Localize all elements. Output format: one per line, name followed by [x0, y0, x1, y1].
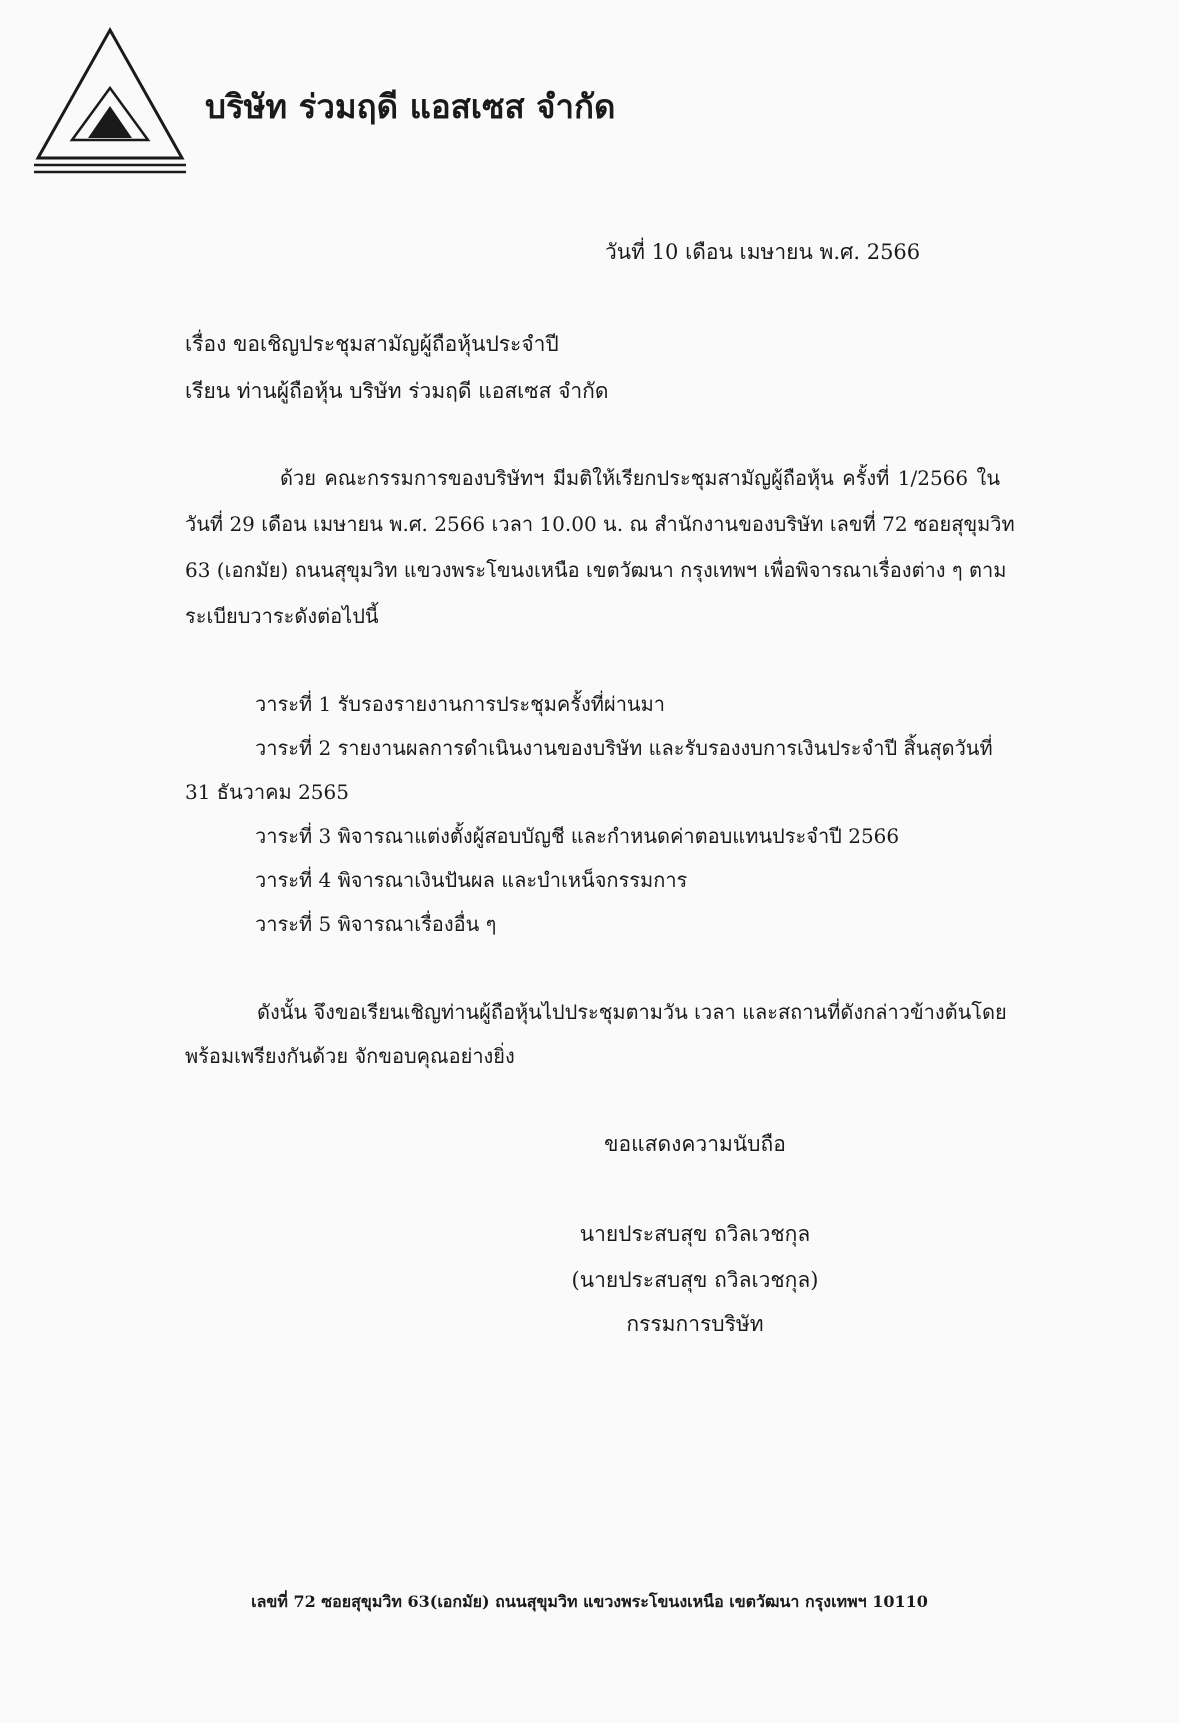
agenda-item-2-continuation: 31 ธันวาคม 2565: [185, 780, 349, 804]
agenda-item-2: วาระที่ 2 รายงานผลการดำเนินงานของบริษัท และรับรองงบการเงินประจำปี สิ้นสุดวันที่: [255, 736, 993, 760]
letter-salutation: เรียน ท่านผู้ถือหุ้น บริษัท ร่วมฤดี แอสเซส จำกัด: [185, 379, 609, 403]
agenda-item-4: วาระที่ 4 พิจารณาเงินปันผล และบำเหน็จกรรมการ: [255, 868, 688, 892]
triangle-logo-icon: [30, 26, 190, 176]
body-paragraph-line: ด้วย คณะกรรมการของบริษัทฯ มีมติให้เรียกประชุมสามัญผู้ถือหุ้น ครั้งที่ 1/2566 ใน: [280, 466, 1000, 490]
company-name: บริษัท ร่วมฤดี แอสเซส จำกัด: [205, 87, 616, 126]
agenda-item-5: วาระที่ 5 พิจารณาเรื่องอื่น ๆ: [255, 912, 497, 936]
complimentary-close: ขอแสดงความนับถือ: [604, 1132, 786, 1156]
signer-name: นายประสบสุข ถวิลเวชกุล: [579, 1222, 811, 1246]
footer-address: เลขที่ 72 ซอยสุขุมวิท 63(เอกมัย) ถนนสุขุมวิท แขวงพระโขนงเหนือ เขตวัฒนา กรุงเทพฯ 10110: [251, 1592, 928, 1611]
signer-title: กรรมการบริษัท: [626, 1312, 764, 1336]
body-paragraph-line: วันที่ 29 เดือน เมษายน พ.ศ. 2566 เวลา 10.00 น. ณ สำนักงานของบริษัท เลขที่ 72 ซอยสุขุมวิท: [185, 512, 1015, 536]
body-paragraph-line: ระเบียบวาระดังต่อไปนี้: [185, 604, 379, 628]
letter-date: วันที่ 10 เดือน เมษายน พ.ศ. 2566: [605, 240, 921, 264]
closing-paragraph-line: ดังนั้น จึงขอเรียนเชิญท่านผู้ถือหุ้นไปประชุมตามวัน เวลา และสถานที่ดังกล่าวข้างต้นโดย: [257, 1000, 1007, 1024]
agenda-item-1: วาระที่ 1 รับรองรายงานการประชุมครั้งที่ผ่านมา: [255, 692, 666, 716]
letter-subject: เรื่อง ขอเชิญประชุมสามัญผู้ถือหุ้นประจำปี: [185, 332, 559, 356]
agenda-item-3: วาระที่ 3 พิจารณาแต่งตั้งผู้สอบบัญชี และกำหนดค่าตอบแทนประจำปี 2566: [255, 824, 900, 848]
signer-name-parenthesized: (นายประสบสุข ถวิลเวชกุล): [571, 1268, 819, 1292]
body-paragraph-line: 63 (เอกมัย) ถนนสุขุมวิท แขวงพระโขนงเหนือ เขตวัฒนา กรุงเทพฯ เพื่อพิจารณาเรื่องต่าง ๆ ตาม: [185, 558, 1007, 582]
closing-paragraph-line: พร้อมเพรียงกันด้วย จักขอบคุณอย่างยิ่ง: [185, 1044, 515, 1068]
